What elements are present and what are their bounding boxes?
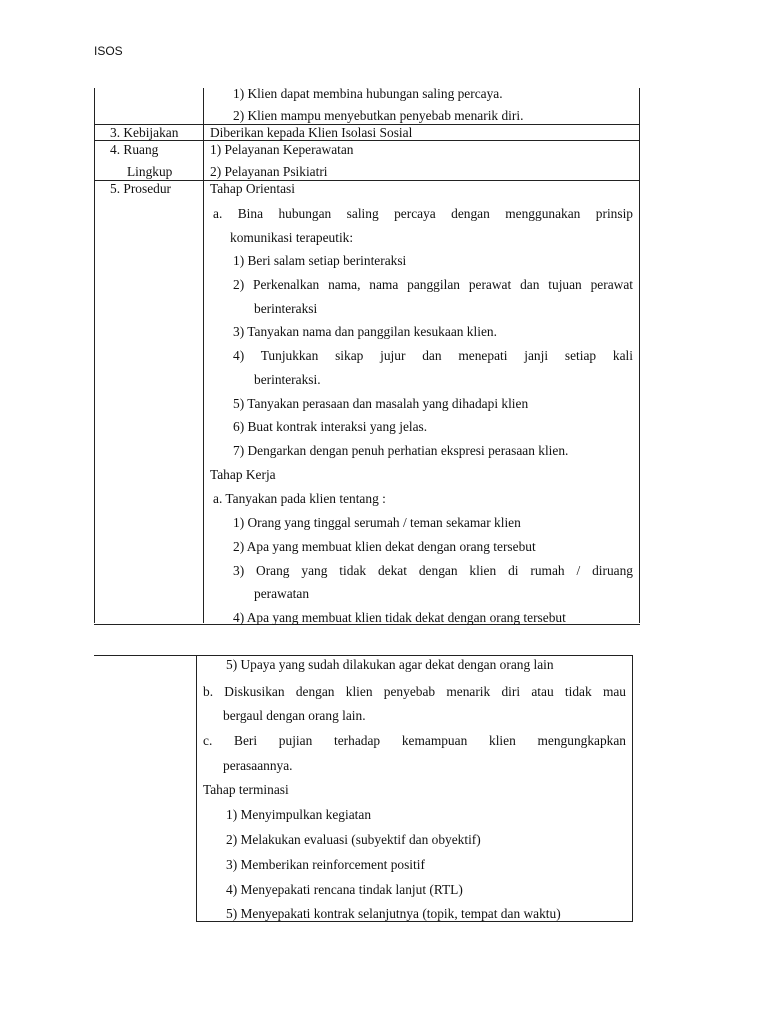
list-item: 2) Melakukan evaluasi (subyektif dan obyektif) bbox=[226, 832, 481, 847]
orientasi-a-cont: komunikasi terapeutik: bbox=[230, 230, 354, 245]
table1-right-border bbox=[639, 88, 640, 623]
prosedur-label: 5. Prosedur bbox=[110, 181, 171, 196]
list-item: 4) Apa yang membuat klien tidak dekat dengan orang tersebut bbox=[233, 610, 566, 625]
list-item: 3) Memberikan reinforcement positif bbox=[226, 857, 425, 872]
kerja-a: a. Tanyakan pada klien tentang : bbox=[213, 491, 386, 506]
list-item: 7) Dengarkan dengan penuh perhatian ekspresi perasaan klien. bbox=[233, 443, 569, 458]
ruang-item: 1) Pelayanan Keperawatan bbox=[210, 142, 354, 157]
list-item: 1) Orang yang tinggal serumah / teman sekamar klien bbox=[233, 515, 521, 530]
list-item: 3) Tanyakan nama dan panggilan kesukaan klien. bbox=[233, 324, 497, 339]
list-item: 1) Beri salam setiap berinteraksi bbox=[233, 253, 407, 268]
objective-item: 2) Klien mampu menyebutkan penyebab menarik diri. bbox=[233, 108, 524, 123]
objective-item: 1) Klien dapat membina hubungan saling percaya. bbox=[233, 86, 503, 101]
list-item-cont: berinteraksi bbox=[254, 301, 318, 316]
table1-col-divider bbox=[203, 88, 204, 623]
table1-left-border bbox=[94, 88, 95, 623]
kerja-b: b. Diskusikan dengan klien penyebab menarik diri atau tidak mau bbox=[203, 684, 626, 699]
kebijakan-value: Diberikan kepada Klien Isolasi Sosial bbox=[210, 125, 413, 140]
tahap-kerja-title: Tahap Kerja bbox=[210, 467, 276, 482]
list-item: 1) Menyimpulkan kegiatan bbox=[226, 807, 372, 822]
list-item: 6) Buat kontrak interaksi yang jelas. bbox=[233, 419, 428, 434]
kerja-c: c. Beri pujian terhadap kemampuan klien mengungkapkan bbox=[203, 733, 626, 748]
list-item: 5) Upaya yang sudah dilakukan agar dekat dengan orang lain bbox=[226, 657, 554, 672]
table2-col-divider bbox=[196, 655, 197, 922]
list-item: 2) Apa yang membuat klien dekat dengan orang tersebut bbox=[233, 539, 536, 554]
table2-right-border bbox=[632, 655, 633, 922]
kebijakan-label: 3. Kebijakan bbox=[110, 125, 179, 140]
list-item: 4) Tunjukkan sikap jujur dan menepati janji setiap kali bbox=[233, 348, 633, 363]
kerja-c-cont: perasaannya. bbox=[223, 758, 293, 773]
kerja-b-cont: bergaul dengan orang lain. bbox=[223, 708, 366, 723]
page-header: ISOS bbox=[94, 44, 123, 58]
table1-row-divider bbox=[94, 180, 640, 181]
tahap-terminasi-title: Tahap terminasi bbox=[203, 782, 289, 797]
ruang-item: 2) Pelayanan Psikiatri bbox=[210, 164, 328, 179]
list-item-cont: berinteraksi. bbox=[254, 372, 321, 387]
list-item-cont: perawatan bbox=[254, 586, 310, 601]
orientasi-a: a. Bina hubungan saling percaya dengan menggunakan prinsip bbox=[213, 206, 633, 221]
table2-top-border bbox=[94, 655, 633, 656]
ruang-label: Lingkup bbox=[127, 164, 173, 179]
ruang-label: 4. Ruang bbox=[110, 142, 159, 157]
list-item: 5) Menyepakati kontrak selanjutnya (topik, tempat dan waktu) bbox=[226, 906, 561, 921]
list-item: 2) Perkenalkan nama, nama panggilan perawat dan tujuan perawat bbox=[233, 277, 633, 292]
list-item: 5) Tanyakan perasaan dan masalah yang dihadapi klien bbox=[233, 396, 529, 411]
list-item: 3) Orang yang tidak dekat dengan klien di rumah / diruang bbox=[233, 563, 633, 578]
tahap-orientasi-title: Tahap Orientasi bbox=[210, 181, 295, 196]
list-item: 4) Menyepakati rencana tindak lanjut (RTL) bbox=[226, 882, 463, 897]
